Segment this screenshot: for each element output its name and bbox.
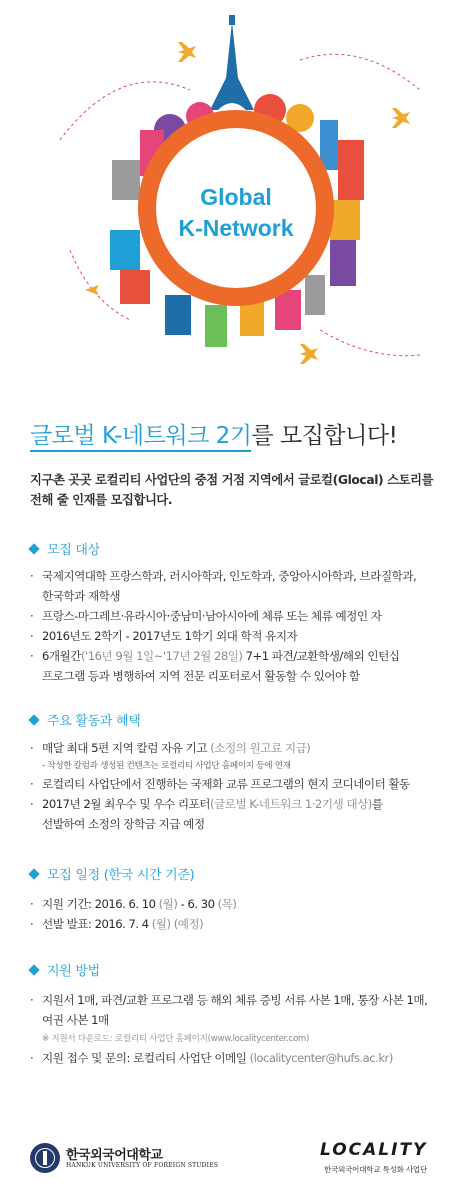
diamond-bullet-icon (28, 714, 39, 725)
list-item-text (42, 894, 455, 914)
apply-list (30, 990, 455, 1068)
list-item-text (42, 1048, 455, 1068)
bullet-dot: · (30, 797, 34, 811)
eiffel-tower-icon (210, 15, 254, 110)
bullet-dot: · (30, 629, 34, 643)
list-item-text: 선발하여 소정의 장학금 지급 예정 (42, 817, 205, 831)
bullet-dot: · (30, 777, 34, 791)
airplane-icon (85, 285, 99, 295)
intro-paragraph (30, 470, 450, 510)
text-span-gray: (월) (158, 897, 178, 911)
text-span: 선발 발표: 2016. 7. 4 (42, 917, 152, 931)
schedule-list (30, 894, 455, 934)
locality-logo (320, 1140, 445, 1180)
text-span-gray: (목) (217, 897, 237, 911)
list-item-text (42, 794, 455, 814)
section-title-activity (30, 710, 140, 729)
email-link[interactable]: (localitycenter@hufs.ac.kr) (249, 1051, 393, 1065)
list-item (30, 1048, 455, 1068)
list-item-text: 여권 사본 1매 (42, 1013, 109, 1027)
list-item (30, 774, 455, 794)
bullet-dot: · (30, 993, 34, 1007)
text-span-gray: ('16년 9월 1일~'17년 2월 28일) (80, 649, 243, 663)
activity-note: - 작성한 칼럼과 생성된 컨텐츠는 로컬리티 사업단 홈페이지 등에 연재 (42, 761, 291, 771)
apply-note: ※ 지원서 다운로드: 로컬리티 사업단 홈페이지(www.localitycenter.com) (42, 1034, 310, 1044)
text-span: 6개월간 (42, 649, 81, 663)
bullet-dot: · (30, 741, 34, 755)
locality-logo-text: LOCALITY (320, 1140, 428, 1160)
list-item-text (42, 646, 455, 666)
list-item-text: 국제지역대학 프랑스학과, 러시아학과, 인도학과, 중앙아시아학과, 브라질학과, (42, 569, 417, 583)
list-item-text: 로컬리티 사업단에서 진행하는 국제화 교류 프로그램의 현지 코디네이터 활동 (42, 777, 410, 791)
text-span: 지원 기간: 2016. 6. 10 (42, 897, 159, 911)
text-span: 지원 접수 및 문의: 로컬리티 사업단 이메일 (42, 1051, 250, 1065)
text-span: - 6. 30 (177, 897, 218, 911)
list-item (30, 626, 455, 646)
hero-illustration (0, 0, 470, 390)
diamond-bullet-icon (28, 868, 39, 879)
landmarks-illustration (0, 0, 470, 390)
intro-line: 전해 줄 인재를 모집합니다. (30, 493, 173, 507)
university-logo (30, 1143, 220, 1177)
text-span: 2017년 2월 최우수 및 우수 리포터 (42, 797, 211, 811)
list-item-text: 지원서 1매, 파견/교환 프로그램 등 해외 체류 증빙 서류 사본 1매, 통장 사본 1매, (42, 993, 428, 1007)
airplane-icon (300, 344, 318, 364)
university-seal-icon (30, 1143, 60, 1173)
university-name-kr: 한국외국어대학교 (66, 1148, 163, 1163)
bullet-dot: · (30, 569, 34, 583)
headline-rest: 를 모집합니다! (251, 423, 398, 449)
university-name-en: HANKUK UNIVERSITY OF FOREIGN STUDIES (66, 1162, 219, 1169)
text-span-gray: (글로벌 K-네트워크 1·2기생 대상) (210, 797, 372, 811)
list-item-text (42, 914, 455, 934)
text-span: 를 (371, 797, 383, 811)
list-item-text (42, 738, 455, 758)
target-list (30, 566, 455, 686)
list-item (30, 914, 455, 934)
bullet-dot: · (30, 897, 34, 911)
list-item (30, 894, 455, 914)
list-item-text: 한국학과 재학생 (42, 589, 121, 603)
bullet-dot: · (30, 917, 34, 931)
text-span-gray: (소정의 원고료 지급) (210, 741, 311, 755)
activity-list (30, 738, 455, 834)
list-item (30, 646, 455, 686)
text-span-gray: (월) (예정) (151, 917, 204, 931)
section-title-text: 모집 대상 (47, 543, 100, 558)
page-headline (30, 417, 397, 450)
bullet-dot: · (30, 1051, 34, 1065)
section-title-text: 모집 일정 (한국 시간 기준) (47, 868, 195, 883)
list-item (30, 606, 455, 626)
list-item (30, 738, 455, 758)
bullet-dot: · (30, 609, 34, 623)
locality-subtitle: 한국외국어대학교 특성화 사업단 (324, 1165, 427, 1174)
text-span: 매달 최대 5편 지역 칼럼 자유 기고 (42, 741, 211, 755)
diamond-bullet-icon (28, 964, 39, 975)
hero-title-line1: Global (200, 184, 272, 210)
list-item (30, 566, 455, 606)
section-title-text: 주요 활동과 혜택 (47, 714, 141, 729)
hero-title-line2: K-Network (178, 215, 294, 241)
bullet-dot: · (30, 649, 34, 663)
list-item-text: 프랑스-마그레브·유라시아·중남미·남아시아에 체류 또는 체류 예정인 자 (42, 609, 382, 623)
list-item-text: 2016년도 2학기 - 2017년도 1학기 외대 학적 유지자 (42, 629, 298, 643)
intro-line: 지구촌 곳곳 로컬리티 사업단의 중점 거점 지역에서 글로컬(Glocal) 스토리를 (30, 473, 434, 487)
airplane-icon (392, 108, 410, 128)
airplane-icon (178, 42, 196, 62)
headline-highlight: 글로벌 K-네트워크 2기 (30, 423, 251, 452)
section-title-target (30, 539, 100, 558)
section-title-apply (30, 960, 100, 979)
list-item-text: 프로그램 등과 병행하여 지역 전문 리포터로서 활동할 수 있어야 함 (42, 669, 360, 683)
section-title-schedule (30, 864, 194, 883)
diamond-bullet-icon (28, 543, 39, 554)
list-item (30, 990, 455, 1030)
list-item (30, 794, 455, 834)
section-title-text: 지원 방법 (47, 964, 100, 979)
text-span: 7+1 파견/교환학생/해외 인턴십 (242, 649, 400, 663)
